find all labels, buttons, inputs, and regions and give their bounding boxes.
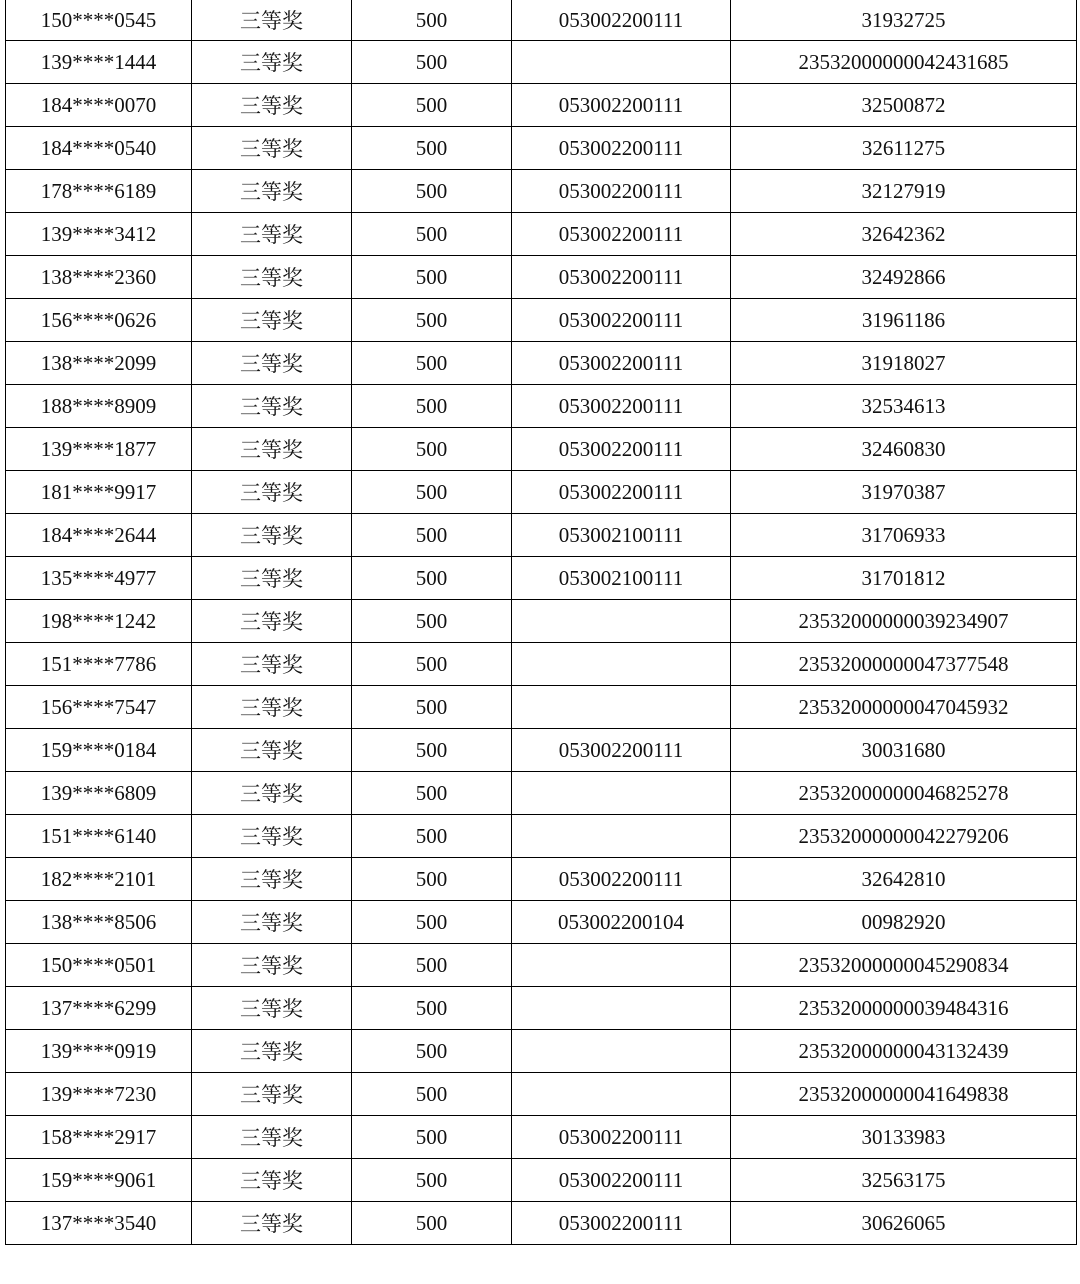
amount-cell: 500 (352, 901, 512, 944)
amount-cell: 500 (352, 84, 512, 127)
amount-cell: 500 (352, 0, 512, 41)
code-cell: 053002200111 (512, 729, 731, 772)
amount-cell: 500 (352, 127, 512, 170)
phone-cell: 139****6809 (6, 772, 192, 815)
table-row (6, 342, 1077, 385)
amount-cell: 500 (352, 772, 512, 815)
phone-cell: 137****6299 (6, 987, 192, 1030)
amount-cell: 500 (352, 815, 512, 858)
amount-cell: 500 (352, 1202, 512, 1245)
number-cell: 32642362 (731, 213, 1077, 256)
number-cell: 31706933 (731, 514, 1077, 557)
prize-cell: 三等奖 (192, 944, 352, 987)
table-row (6, 643, 1077, 686)
number-cell: 31970387 (731, 471, 1077, 514)
prize-cell: 三等奖 (192, 1116, 352, 1159)
number-cell: 31932725 (731, 0, 1077, 41)
amount-cell: 500 (352, 1159, 512, 1202)
amount-cell: 500 (352, 643, 512, 686)
code-cell: 053002200111 (512, 299, 731, 342)
number-cell: 23532000000047045932 (731, 686, 1077, 729)
number-cell: 23532000000043132439 (731, 1030, 1077, 1073)
amount-cell: 500 (352, 944, 512, 987)
amount-cell: 500 (352, 41, 512, 84)
code-cell (512, 1073, 731, 1116)
code-cell: 053002200111 (512, 385, 731, 428)
number-cell: 32534613 (731, 385, 1077, 428)
code-cell: 053002200111 (512, 170, 731, 213)
prize-cell: 三等奖 (192, 772, 352, 815)
code-cell (512, 686, 731, 729)
phone-cell: 138****8506 (6, 901, 192, 944)
phone-cell: 184****0070 (6, 84, 192, 127)
code-cell: 053002200111 (512, 1202, 731, 1245)
amount-cell: 500 (352, 299, 512, 342)
number-cell: 23532000000046825278 (731, 772, 1077, 815)
code-cell: 053002200111 (512, 1116, 731, 1159)
code-cell (512, 815, 731, 858)
prize-cell: 三等奖 (192, 0, 352, 41)
number-cell: 32127919 (731, 170, 1077, 213)
amount-cell: 500 (352, 858, 512, 901)
prize-cell: 三等奖 (192, 514, 352, 557)
number-cell: 32611275 (731, 127, 1077, 170)
table-row (6, 1073, 1077, 1116)
amount-cell: 500 (352, 385, 512, 428)
table-row (6, 213, 1077, 256)
table-row (6, 772, 1077, 815)
code-cell: 053002100111 (512, 514, 731, 557)
prize-cell: 三等奖 (192, 170, 352, 213)
code-cell (512, 41, 731, 84)
prize-cell: 三等奖 (192, 729, 352, 772)
phone-cell: 178****6189 (6, 170, 192, 213)
phone-cell: 151****6140 (6, 815, 192, 858)
prize-cell: 三等奖 (192, 41, 352, 84)
number-cell: 30133983 (731, 1116, 1077, 1159)
code-cell (512, 987, 731, 1030)
code-cell: 053002200104 (512, 901, 731, 944)
winners-table (5, 0, 1077, 1245)
table-row (6, 901, 1077, 944)
prize-cell: 三等奖 (192, 901, 352, 944)
phone-cell: 184****0540 (6, 127, 192, 170)
number-cell: 23532000000042279206 (731, 815, 1077, 858)
number-cell: 23532000000045290834 (731, 944, 1077, 987)
code-cell: 053002200111 (512, 213, 731, 256)
prize-cell: 三等奖 (192, 213, 352, 256)
table-row (6, 1159, 1077, 1202)
phone-cell: 139****7230 (6, 1073, 192, 1116)
phone-cell: 137****3540 (6, 1202, 192, 1245)
number-cell: 00982920 (731, 901, 1077, 944)
prize-cell: 三等奖 (192, 815, 352, 858)
amount-cell: 500 (352, 729, 512, 772)
phone-cell: 151****7786 (6, 643, 192, 686)
amount-cell: 500 (352, 1030, 512, 1073)
number-cell: 32460830 (731, 428, 1077, 471)
phone-cell: 198****1242 (6, 600, 192, 643)
prize-cell: 三等奖 (192, 987, 352, 1030)
code-cell (512, 1030, 731, 1073)
table-row (6, 1116, 1077, 1159)
code-cell: 053002200111 (512, 0, 731, 41)
phone-cell: 139****1444 (6, 41, 192, 84)
number-cell: 32642810 (731, 858, 1077, 901)
number-cell: 32500872 (731, 84, 1077, 127)
prize-cell: 三等奖 (192, 643, 352, 686)
phone-cell: 135****4977 (6, 557, 192, 600)
amount-cell: 500 (352, 342, 512, 385)
winners-list-sheet (5, 0, 1076, 1245)
phone-cell: 150****0545 (6, 0, 192, 41)
code-cell: 053002200111 (512, 858, 731, 901)
table-row (6, 84, 1077, 127)
code-cell: 053002200111 (512, 428, 731, 471)
code-cell: 053002100111 (512, 557, 731, 600)
code-cell (512, 944, 731, 987)
phone-cell: 181****9917 (6, 471, 192, 514)
number-cell: 23532000000042431685 (731, 41, 1077, 84)
code-cell (512, 772, 731, 815)
amount-cell: 500 (352, 686, 512, 729)
amount-cell: 500 (352, 514, 512, 557)
code-cell (512, 643, 731, 686)
number-cell: 23532000000041649838 (731, 1073, 1077, 1116)
phone-cell: 150****0501 (6, 944, 192, 987)
table-row (6, 600, 1077, 643)
prize-cell: 三等奖 (192, 342, 352, 385)
prize-cell: 三等奖 (192, 1073, 352, 1116)
number-cell: 23532000000047377548 (731, 643, 1077, 686)
amount-cell: 500 (352, 213, 512, 256)
prize-cell: 三等奖 (192, 471, 352, 514)
code-cell: 053002200111 (512, 84, 731, 127)
phone-cell: 188****8909 (6, 385, 192, 428)
amount-cell: 500 (352, 600, 512, 643)
table-row (6, 1030, 1077, 1073)
phone-cell: 139****3412 (6, 213, 192, 256)
phone-cell: 138****2099 (6, 342, 192, 385)
phone-cell: 139****1877 (6, 428, 192, 471)
phone-cell: 139****0919 (6, 1030, 192, 1073)
number-cell: 31701812 (731, 557, 1077, 600)
code-cell (512, 600, 731, 643)
prize-cell: 三等奖 (192, 256, 352, 299)
prize-cell: 三等奖 (192, 1030, 352, 1073)
prize-cell: 三等奖 (192, 1159, 352, 1202)
phone-cell: 182****2101 (6, 858, 192, 901)
number-cell: 30626065 (731, 1202, 1077, 1245)
table-row (6, 0, 1077, 41)
code-cell: 053002200111 (512, 471, 731, 514)
prize-cell: 三等奖 (192, 127, 352, 170)
code-cell: 053002200111 (512, 342, 731, 385)
table-row (6, 170, 1077, 213)
number-cell: 32492866 (731, 256, 1077, 299)
table-row (6, 858, 1077, 901)
table-row (6, 815, 1077, 858)
amount-cell: 500 (352, 987, 512, 1030)
amount-cell: 500 (352, 557, 512, 600)
number-cell: 32563175 (731, 1159, 1077, 1202)
table-row (6, 127, 1077, 170)
table-row (6, 557, 1077, 600)
amount-cell: 500 (352, 471, 512, 514)
amount-cell: 500 (352, 1073, 512, 1116)
prize-cell: 三等奖 (192, 428, 352, 471)
table-row (6, 256, 1077, 299)
phone-cell: 159****9061 (6, 1159, 192, 1202)
prize-cell: 三等奖 (192, 385, 352, 428)
table-row (6, 686, 1077, 729)
amount-cell: 500 (352, 256, 512, 299)
phone-cell: 156****7547 (6, 686, 192, 729)
number-cell: 23532000000039484316 (731, 987, 1077, 1030)
phone-cell: 158****2917 (6, 1116, 192, 1159)
amount-cell: 500 (352, 1116, 512, 1159)
phone-cell: 156****0626 (6, 299, 192, 342)
prize-cell: 三等奖 (192, 84, 352, 127)
table-row (6, 1202, 1077, 1245)
number-cell: 31961186 (731, 299, 1077, 342)
amount-cell: 500 (352, 428, 512, 471)
table-row (6, 729, 1077, 772)
prize-cell: 三等奖 (192, 299, 352, 342)
amount-cell: 500 (352, 170, 512, 213)
winners-table-body (6, 0, 1077, 1245)
code-cell: 053002200111 (512, 1159, 731, 1202)
phone-cell: 184****2644 (6, 514, 192, 557)
prize-cell: 三等奖 (192, 557, 352, 600)
phone-cell: 159****0184 (6, 729, 192, 772)
phone-cell: 138****2360 (6, 256, 192, 299)
prize-cell: 三等奖 (192, 858, 352, 901)
table-row (6, 514, 1077, 557)
table-row (6, 944, 1077, 987)
table-row (6, 385, 1077, 428)
prize-cell: 三等奖 (192, 686, 352, 729)
prize-cell: 三等奖 (192, 600, 352, 643)
table-row (6, 299, 1077, 342)
code-cell: 053002200111 (512, 127, 731, 170)
table-row (6, 41, 1077, 84)
table-row (6, 987, 1077, 1030)
table-row (6, 471, 1077, 514)
number-cell: 31918027 (731, 342, 1077, 385)
code-cell: 053002200111 (512, 256, 731, 299)
table-row (6, 428, 1077, 471)
number-cell: 23532000000039234907 (731, 600, 1077, 643)
number-cell: 30031680 (731, 729, 1077, 772)
prize-cell: 三等奖 (192, 1202, 352, 1245)
